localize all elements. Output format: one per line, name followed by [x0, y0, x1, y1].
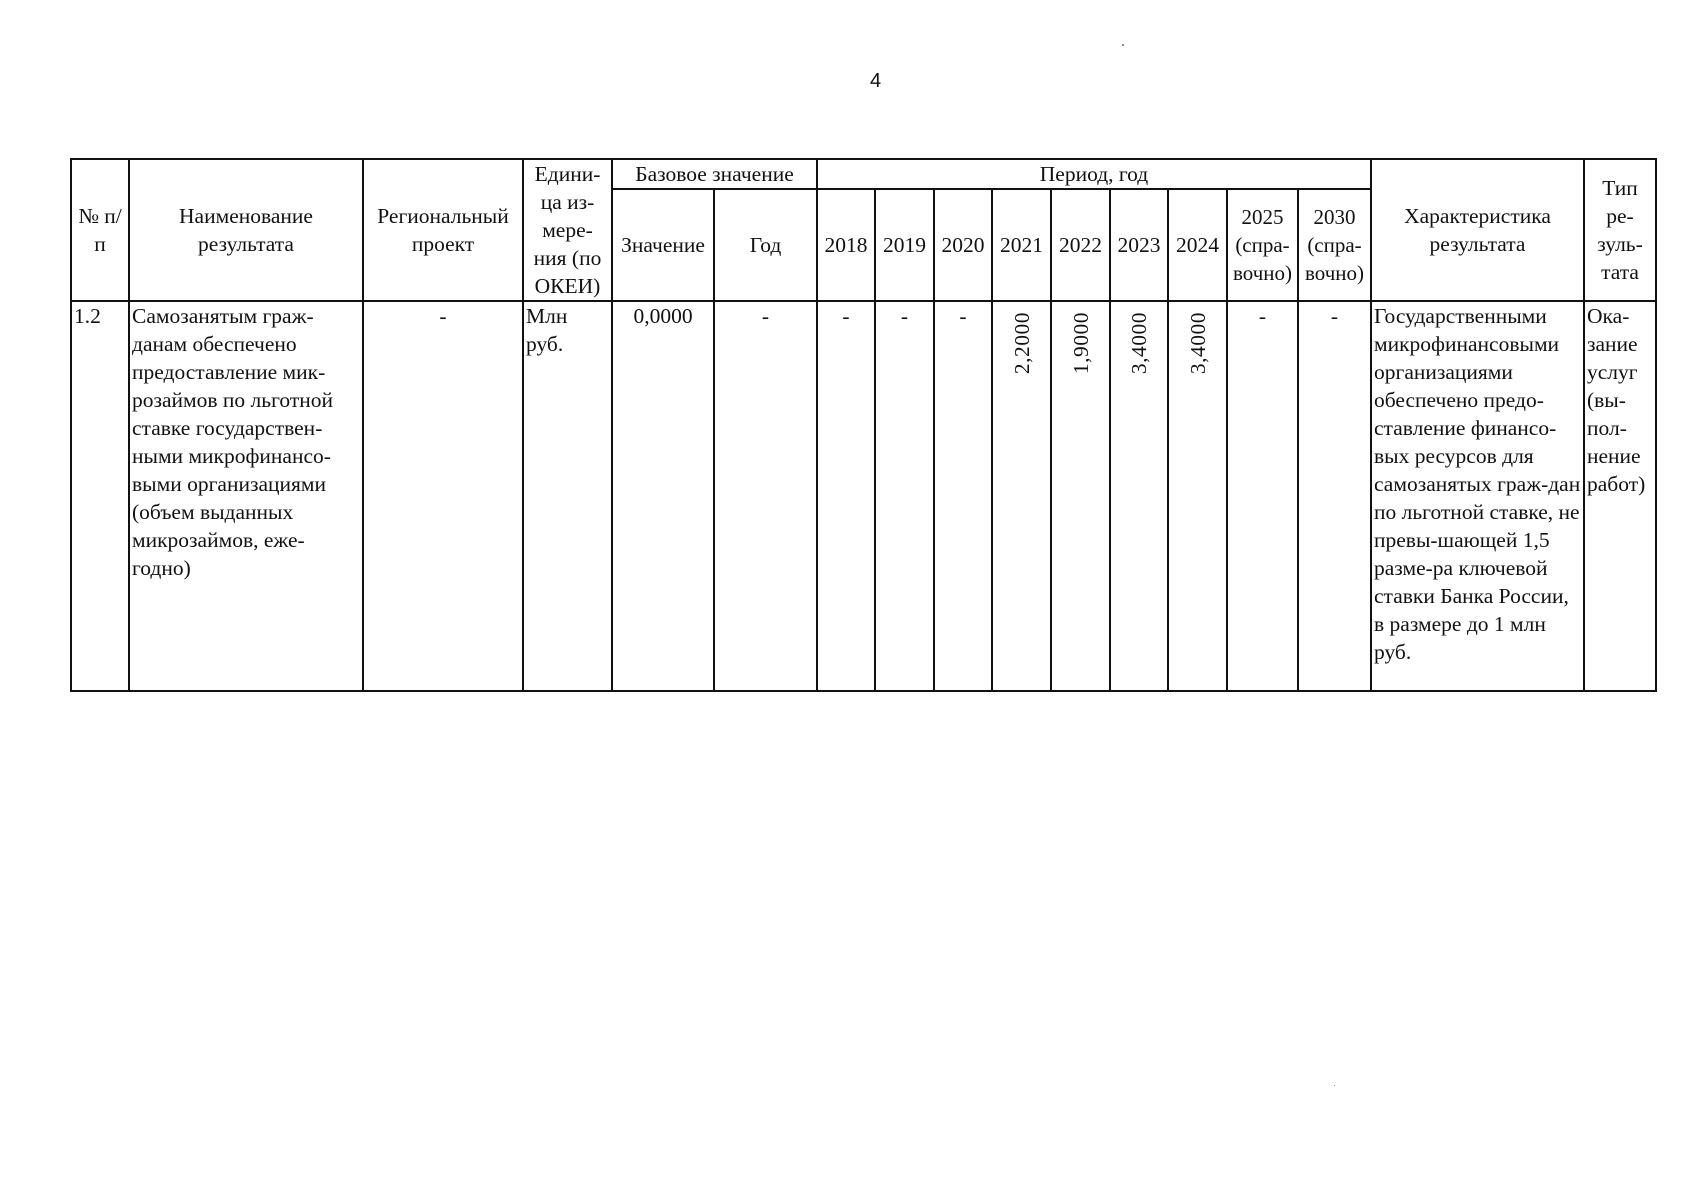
cell-type: Ока-зание услуг (вы-пол-нение работ) [1584, 301, 1656, 691]
cell-2025: - [1227, 301, 1298, 691]
col-group-period: Период, год [817, 159, 1371, 189]
col-header-characteristic: Характеристика результата [1371, 159, 1584, 301]
cell-unit: Млн руб. [523, 301, 612, 691]
cell-2018: - [817, 301, 875, 691]
col-header-2025: 2025 (спра-вочно) [1227, 189, 1298, 301]
cell-2030: - [1298, 301, 1371, 691]
col-header-regional: Региональный проект [363, 159, 523, 301]
cell-characteristic: Государственными микрофинансовыми организациями обеспечено предо-ставление финансо-вых ресурсов для самозанятых граж-дан по льготной ставке, не превы-шающей 1,5 разме-ра ключевой ставки Банка России, в размере до 1 млн руб. [1371, 301, 1584, 691]
results-table [70, 158, 1657, 692]
col-group-base-value: Базовое значение [612, 159, 817, 189]
value-2021: 2,2000 [1009, 312, 1034, 375]
cell-2020: - [934, 301, 992, 691]
value-2024: 3,4000 [1185, 312, 1210, 375]
cell-2021 [992, 301, 1051, 691]
col-header-2024: 2024 [1168, 189, 1227, 301]
col-header-2022: 2022 [1051, 189, 1110, 301]
value-2022: 1,9000 [1068, 312, 1093, 375]
cell-2024 [1168, 301, 1227, 691]
cell-2019: - [875, 301, 934, 691]
page-number: 4 [870, 70, 882, 92]
cell-num: 1.2 [71, 301, 129, 691]
cell-2022 [1051, 301, 1110, 691]
scan-speck [1122, 44, 1124, 46]
cell-base-value: 0,0000 [612, 301, 714, 691]
col-header-2030: 2030 (спра-вочно) [1298, 189, 1371, 301]
col-header-2023: 2023 [1110, 189, 1168, 301]
col-header-2020: 2020 [934, 189, 992, 301]
col-header-num: № п/п [71, 159, 129, 301]
cell-name: Самозанятым граж-данам обеспечено предоставление мик-розаймов по льготной ставке государствен-ными микрофинансо-выми организациями (объем выданных микрозаймов, еже-годно) [129, 301, 363, 691]
header-row-top [71, 159, 1656, 189]
col-header-name: Наименование результата [129, 159, 363, 301]
col-header-type: Тип ре-зуль-тата [1584, 159, 1656, 301]
cell-base-year: - [714, 301, 817, 691]
col-header-base-value: Значение [612, 189, 714, 301]
col-header-2021: 2021 [992, 189, 1051, 301]
col-header-2019: 2019 [875, 189, 934, 301]
cell-2023 [1110, 301, 1168, 691]
col-header-unit: Едини-ца из-мере-ния (по ОКЕИ) [523, 159, 612, 301]
value-2023: 3,4000 [1127, 312, 1151, 375]
table-row [71, 301, 1656, 691]
col-header-2018: 2018 [817, 189, 875, 301]
col-header-base-year: Год [714, 189, 817, 301]
scan-speck [1334, 1085, 1335, 1086]
cell-regional: - [363, 301, 523, 691]
